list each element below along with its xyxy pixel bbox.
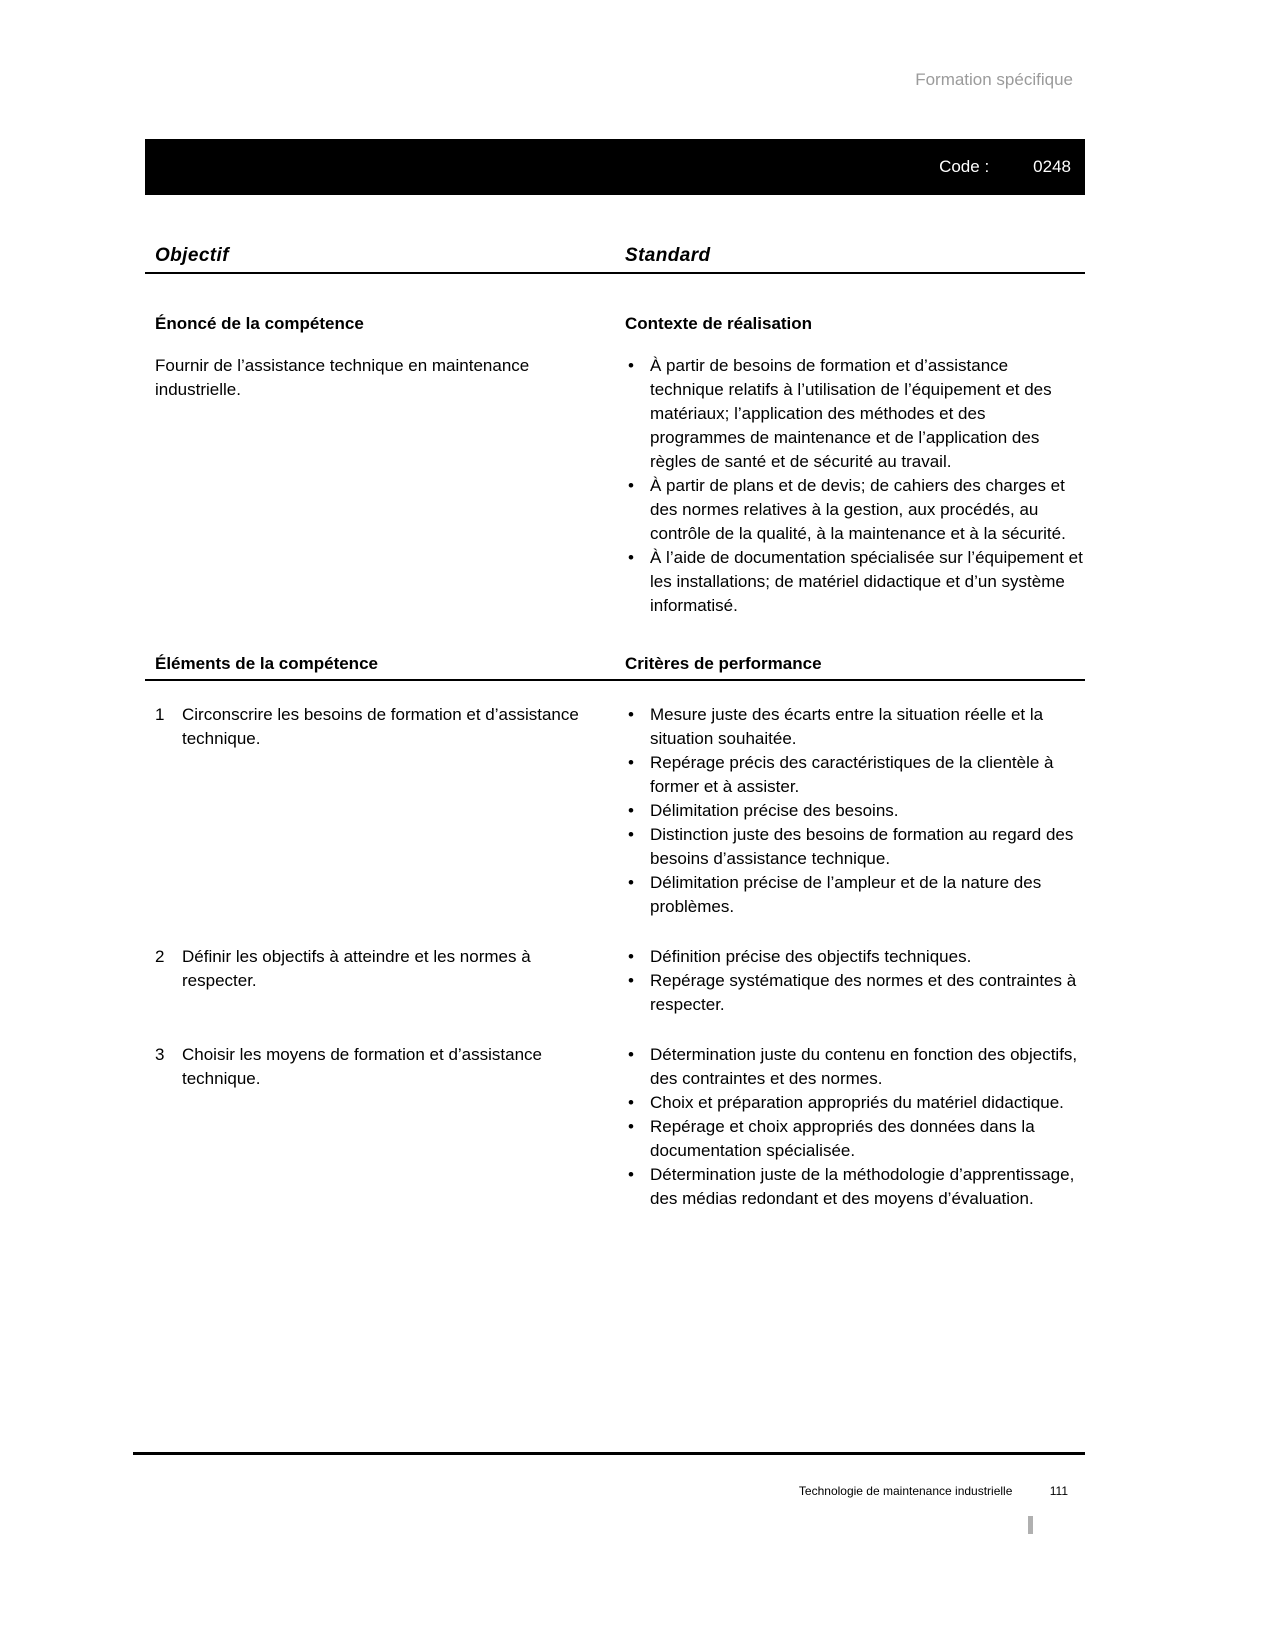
element-number: 1 (155, 705, 165, 724)
bullet-icon: • (628, 705, 634, 724)
element-number: 2 (155, 947, 165, 966)
code-label: Code : (939, 157, 990, 176)
criteria-text: Délimitation précise des besoins. (650, 801, 899, 820)
criteres-title: Critères de performance (625, 654, 822, 673)
criteria-list (625, 703, 1085, 919)
elements-rows (145, 703, 1085, 1211)
bullet-icon: • (628, 476, 634, 495)
list-item (625, 1163, 1085, 1211)
element-text: Définir les objectifs à atteindre et les normes à respecter. (182, 947, 531, 990)
element-row (145, 945, 1085, 1017)
list-item (625, 703, 1085, 751)
criteria-text: Repérage précis des caractéristiques de la clientèle à former et à assister. (650, 753, 1054, 796)
element-item (145, 1043, 625, 1091)
list-item (625, 969, 1085, 1017)
elements-title: Éléments de la compétence (155, 654, 378, 673)
list-item (625, 1091, 1085, 1115)
criteria-text: Délimitation précise de l’ampleur et de la nature des problèmes. (650, 873, 1042, 916)
list-item (625, 823, 1085, 871)
footer-divider (133, 1452, 1085, 1455)
list-item (625, 799, 1085, 823)
bullet-icon: • (628, 1045, 634, 1064)
contexte-item-text: À partir de besoins de formation et d’assistance technique relatifs à l’utilisation de l’équipement et des matériaux; l’application des méthodes et des programmes de maintenance et de l’application des règles de santé et de sécurité au travail. (650, 356, 1052, 471)
bullet-icon: • (628, 971, 634, 990)
criteria-text: Repérage systématique des normes et des contraintes à respecter. (650, 971, 1077, 1014)
element-text: Circonscrire les besoins de formation et d’assistance technique. (182, 705, 579, 748)
contexte-title: Contexte de réalisation (625, 314, 813, 333)
page-content (145, 0, 1085, 1211)
list-item (625, 546, 1085, 618)
enonce-title: Énoncé de la compétence (155, 314, 364, 333)
list-item (625, 1115, 1085, 1163)
bullet-icon: • (628, 753, 634, 772)
code-banner (145, 139, 1085, 195)
page-number: 111 (1049, 1484, 1068, 1498)
element-text: Choisir les moyens de formation et d’assistance technique. (182, 1045, 542, 1088)
elements-headings (145, 654, 1085, 674)
divider (145, 272, 1085, 274)
list-item (625, 1043, 1085, 1091)
page-mark (1028, 1516, 1033, 1534)
standard-heading: Standard (625, 245, 711, 266)
code-value: 0248 (1033, 157, 1071, 176)
competence-headings (145, 314, 1085, 334)
criteria-text: Détermination juste de la méthodologie d’apprentissage, des médias redondant et des moyens d’évaluation. (650, 1165, 1075, 1208)
bullet-icon: • (628, 1093, 634, 1112)
criteria-text: Distinction juste des besoins de formation au regard des besoins d’assistance technique. (650, 825, 1074, 868)
list-item (625, 354, 1085, 474)
criteria-text: Détermination juste du contenu en fonction des objectifs, des contraintes et des normes. (650, 1045, 1078, 1088)
bullet-icon: • (628, 947, 634, 966)
list-item (625, 474, 1085, 546)
column-headings (145, 245, 1085, 267)
footer-title: Technologie de maintenance industrielle (798, 1484, 1013, 1498)
list-item (625, 751, 1085, 799)
bullet-icon: • (628, 1117, 634, 1136)
criteria-list (625, 1043, 1085, 1211)
element-item (145, 945, 625, 993)
criteria-list (625, 945, 1085, 1017)
bullet-icon: • (628, 801, 634, 820)
criteria-text: Choix et préparation appropriés du matériel didactique. (650, 1093, 1064, 1112)
divider (145, 679, 1085, 681)
section-header: Formation spécifique (915, 70, 1073, 89)
criteria-text: Définition précise des objectifs techniques. (650, 947, 972, 966)
list-item (625, 871, 1085, 919)
bullet-icon: • (628, 356, 634, 375)
competence-body (145, 354, 1085, 618)
list-item (625, 945, 1085, 969)
element-number: 3 (155, 1045, 165, 1064)
element-item (145, 703, 625, 751)
contexte-list (625, 354, 1085, 618)
bullet-icon: • (628, 825, 634, 844)
contexte-item-text: À partir de plans et de devis; de cahiers des charges et des normes relatives à la gestion, aux procédés, au contrôle de la qualité, à la maintenance et à la sécurité. (650, 476, 1066, 543)
bullet-icon: • (628, 548, 634, 567)
bullet-icon: • (628, 1165, 634, 1184)
criteria-text: Repérage et choix appropriés des données dans la documentation spécialisée. (650, 1117, 1035, 1160)
element-row (145, 703, 1085, 919)
bullet-icon: • (628, 873, 634, 892)
criteria-text: Mesure juste des écarts entre la situation réelle et la situation souhaitée. (650, 705, 1044, 748)
enonce-text: Fournir de l’assistance technique en maintenance industrielle. (155, 356, 530, 399)
objectif-heading: Objectif (155, 245, 229, 266)
contexte-item-text: À l’aide de documentation spécialisée sur l’équipement et les installations; de matériel didactique et d’un système informatisé. (650, 548, 1083, 615)
page-footer (133, 1484, 1085, 1498)
element-row (145, 1043, 1085, 1211)
